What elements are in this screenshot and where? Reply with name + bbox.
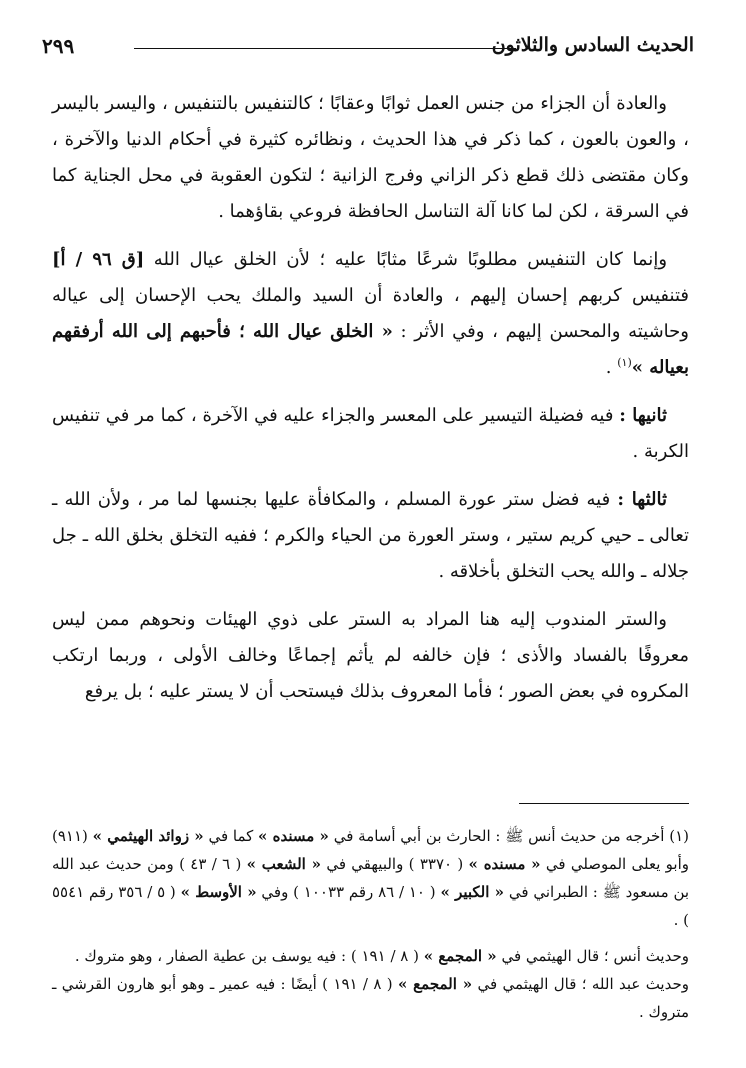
main-text bbox=[52, 86, 689, 722]
running-header bbox=[42, 34, 694, 64]
source-title: « مسنده » bbox=[468, 855, 541, 873]
point-label-second: ثانيها : bbox=[619, 405, 667, 426]
chapter-title: الحديث السادس والثلاثون bbox=[491, 34, 694, 56]
source-title: « المجمع » bbox=[397, 975, 473, 993]
paragraph-4 bbox=[52, 482, 689, 590]
source-title: « الشعب » bbox=[246, 855, 321, 873]
footnote-separator bbox=[519, 803, 689, 804]
footnote-3-text: ( ٨ / ١٩١ ) أيضًا : فيه عمير ـ وهو أبو هارون القرشي ـ متروك . bbox=[52, 975, 689, 1021]
footnote-1-text: ( ٦ / ٤٣ ) ومن حديث عبد الله بن مسعود ﷺ : الطبراني في bbox=[52, 855, 690, 901]
paragraph-3 bbox=[52, 398, 689, 470]
athar-quote: « الخلق عيال الله ؛ فأحبهم إلى الله أرفقهم بعياله » bbox=[52, 321, 689, 378]
footnote-2-text: وحديث أنس ؛ قال الهيثمي في bbox=[496, 947, 689, 965]
footnote-marker: (١) bbox=[617, 356, 632, 369]
source-title: « مسنده » bbox=[258, 827, 329, 845]
footnote-1 bbox=[52, 822, 689, 934]
paragraph-5: والستر المندوب إليه هنا المراد به الستر على ذوي الهيئات ونحوهم ممن ليس معروفًا بالفساد والأذى ؛ فإن خالفه لم يأثم إجماعًا وخالف الأولى ، وربما ارتكب المكروه في بعض الصور ؛ فأما المعروف بذلك فيستحب أن لا يستر عليه ؛ بل يرفع bbox=[52, 609, 689, 702]
paragraph-4-text: فيه فضل ستر عورة المسلم ، والمكافأة عليها بجنسها لما مر ، ولأن الله ـ تعالى ـ حيي كريم ستير ، وستر العورة من الحياء والكرم ؛ ففيه التخلق بخلق الله ـ جل جلاله ـ والله يحب التخلق بأخلاقه . bbox=[52, 489, 689, 582]
paragraph-3-text: فيه فضيلة التيسير على المعسر والجزاء عليه في الآخرة ، كما مر في تنفيس الكربة . bbox=[52, 405, 689, 462]
manuscript-folio-ref: [ق ٩٦ / أ] bbox=[52, 249, 145, 270]
source-title: « الكبير » bbox=[440, 883, 505, 901]
footnote-1-text: ( ١٠ / ٨٦ رقم ١٠٠٣٣ ) وفي bbox=[256, 883, 441, 901]
footnote-hadith-abdullah bbox=[52, 970, 689, 1026]
footnote-1-text: (٩١١) وأبو يعلى الموصلي في bbox=[52, 827, 690, 873]
footnote-2-text: ( ٨ / ١٩١ ) : فيه يوسف بن عطية الصفار ، وهو متروك . bbox=[74, 947, 424, 965]
footnote-1-text: كما في bbox=[203, 827, 259, 845]
footnote-1-text: ( ٣٣٧٠ ) والبيهقي في bbox=[321, 855, 469, 873]
footnote-1-text: (١) أخرجه من حديث أنس ﷺ : الحارث بن أبي أسامة في bbox=[328, 827, 689, 845]
footnote-1-text: ( ٥ / ٣٥٦ رقم ٥٥٤١ ) . bbox=[52, 883, 689, 929]
paragraph-2-end: . bbox=[605, 357, 618, 378]
footnote-hadith-anas bbox=[52, 942, 689, 970]
source-title: « المجمع » bbox=[423, 947, 497, 965]
point-label-third: ثالثها : bbox=[617, 489, 667, 510]
source-title: « زوائد الهيثمي » bbox=[92, 827, 204, 845]
footnotes bbox=[52, 822, 689, 1026]
paragraph-2-text-a: وإنما كان التنفيس مطلوبًا شرعًا مثابًا عليه ؛ لأن الخلق عيال الله bbox=[144, 249, 668, 270]
source-title: « الأوسط » bbox=[180, 883, 257, 901]
footnote-3-text: وحديث عبد الله ؛ قال الهيثمي في bbox=[472, 975, 689, 993]
page-number: ٢٩٩ bbox=[42, 34, 75, 58]
paragraph-1: والعادة أن الجزاء من جنس العمل ثوابًا وعقابًا ؛ كالتنفيس بالتنفيس ، واليسر باليسر ، والعون بالعون ، كما ذكر في هذا الحديث ، ونظائره كثيرة في أحكام الدنيا والآخرة ، وكان مقتضى ذلك قطع ذكر الزاني وفرج الزانية ؛ لتكون العقوبة في محل الجناية كما في السرقة ، لكن لما كانا آلة التناسل الحافظة فروعي بقاؤهما . bbox=[52, 93, 689, 222]
header-rule bbox=[134, 48, 516, 49]
paragraph-2 bbox=[52, 242, 689, 386]
paragraph-2-text-b: فتنفيس كربهم إحسان إليهم ، والعادة أن السيد والملك يحب الإحسان إلى عياله وحاشيته والمحسن إليهم ، وفي الأثر : bbox=[52, 285, 689, 342]
